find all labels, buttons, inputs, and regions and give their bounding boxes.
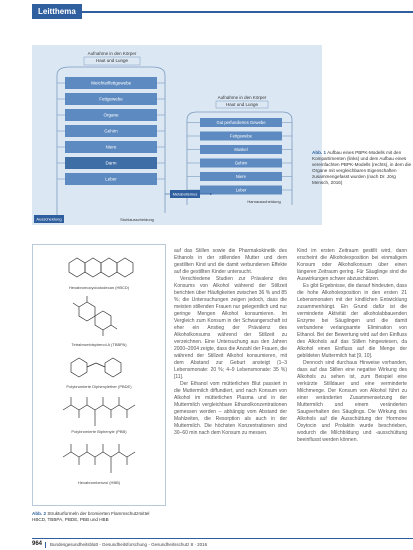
right-layer-label: Muskel <box>234 147 248 152</box>
compound-label-2: Tetrabrombisphenol A (TBBPA) <box>71 342 127 347</box>
figure-2-caption <box>32 511 164 523</box>
figure-1-caption <box>312 150 412 186</box>
right-layer-label: Fettgewebe <box>230 133 252 139</box>
paragraph: Kind im ersten Zeitraum gestillt wird, dann erscheint die Alkoholexposition bei einmaligem Konsum oder Alkoholkonsum über einen längeren Zeitraum gering. Für Säuglinge sind die Auswirkungen schwer abzuschätzen. <box>297 248 407 282</box>
left-layer-label: Fettgewebe <box>99 96 123 102</box>
right-layer-label: Gut perfundiertes Gewebe <box>216 120 266 125</box>
compound-label-5: Hexabrombenzol (HBB) <box>77 480 121 485</box>
paragraph: Dennoch sind durchaus Hinweise vorhanden, dass auf das Stillen eine negative Wirkung des Alkohols zu sehen ist, zum Beispiel eine verkürzte Stilldauer und eine verminderte Milchmenge. Der Konsum von Alkohol führt zu einer veränderten Zusammensetzung der Muttermilch und einem veränderten Saugverhalten des Säuglings. Die Wirkung des Alkohols auf die Ausschüttung der Hormone Oxytocin und Prolaktin wurde beschrieben, wodurch die Milchbildung und -ausschüttung beeinflusst werden können. <box>297 360 407 443</box>
paragraph: Es gibt Ergebnisse, die darauf hindeuten, dass die hohe Alkoholexposition in den ersten 21 Lebensmonaten mit der kindlichen Entwicklung zusammenhängt. Ein Grund dafür ist die verminderte Aktivität der alkoholabbauenden Enzyme bei Säuglingen und die damit verbundene verlangsamte Elimination von Ethanol. Bei der Bewertung wird auf den Einfluss des Alkohols auf das Stillen hingewiesen, da Alkohol einen Einfluss auf die Menge der gebildeten Muttermilch hat [9, 10]. <box>297 283 407 359</box>
urine-label: Harnausscheidung <box>247 199 281 204</box>
paragraph: auf das Stillen sowie die Pharmakokinetik des Ethanols in der stillenden Mutter und dem gestillten Kind und die damit verbundenen Effekte auf die gestillten Kinder untersucht. <box>174 248 287 275</box>
right-title-1: Aufnahme in den Körper <box>217 95 267 100</box>
compound-label-4: Polybromierte Biphenyle (PBB) <box>71 429 127 434</box>
left-layer-label: Niere <box>105 144 117 150</box>
section-tag: Leitthema <box>32 4 82 19</box>
right-layer-label: Leber <box>235 187 247 193</box>
left-layer-label: Darm <box>105 160 117 166</box>
caption-1-prefix: Abb. 1 <box>312 150 327 155</box>
right-layers <box>187 118 292 195</box>
compound-label-3: Polybromierte Diphenylether (PBDE) <box>66 384 132 389</box>
feces-label: Stuhlausscheidung <box>120 217 154 222</box>
figure-1-diagram <box>32 45 322 225</box>
compound-label-1: Hexabromocyclododecan (HBCD) <box>68 285 130 290</box>
body-column-1 <box>174 248 287 437</box>
left-layers <box>57 77 165 185</box>
figure-2-structures <box>33 245 165 505</box>
left-title-1: Aufnahme in den Körper <box>87 51 137 56</box>
footer-divider <box>45 542 46 548</box>
paragraph: Der Ethanol vom mütterlichen Blut passiert in die Muttermilch diffundiert, und nach Konsum von Alkohol im mütterlichen Plasma und in der Muttermilch vergleichbare Ethanolkonzentrationen gemessen werden – abhängig vom Abstand der Mahlzeiten, die Resorption als auch in der Muttermilch. Die höchsten Konzentrationen sind 30–60 min nach dem Konsum zu messen. <box>174 381 287 436</box>
footer-rule <box>32 538 413 539</box>
caption-2-prefix: Abb. 2 <box>32 511 47 516</box>
right-layer-label: Niere <box>235 174 247 179</box>
paragraph: Verschiedene Studien zur Prävalenz des Konsums von Alkohol während der Stillzeit berichten über Häufigkeiten zwischen 36 % und 85 %; die Untersuchungen zeigen jedoch, dass die meisten stillenden Frauen nur gelegentlich und nur geringe Mengen Alkohol konsumieren. Im Vergleich zum Konsum in der Schwangerschaft ist eher ein Anstieg der Prävalenz des Alkoholkonsums während der Stillzeit zu verzeichnen. Eine Untersuchung aus den Jahren 2000–2004 zeigte, dass die Anzahl der Frauen, die während der Stillzeit Alkohol konsumieren, mit dem Abstand zur Geburt ansteigt (1–3 Lebensmonate: 20 %; 4–9 Lebensmonate: 35 %) [11]. <box>174 276 287 380</box>
caption-2-text: Strukturformeln der bromierten Flammschutzmittel HBCD, TBBPA, PBDE, PBB und HBB <box>32 511 150 522</box>
left-layer-label: Gehirn <box>104 128 118 134</box>
body-column-2 <box>297 248 407 444</box>
left-title-2: Haut und Lunge <box>95 58 129 63</box>
metabolism-label: Metabolismus <box>172 191 198 197</box>
excretion-label: Ausscheidung <box>36 216 62 222</box>
left-layer-label: Leber <box>105 176 117 182</box>
left-layer-label: Weichteilfettgewebe <box>90 80 132 86</box>
page-number: 964 <box>32 541 43 547</box>
figure-2-panel <box>32 244 166 506</box>
caption-1-text: Aufbau eines PBPK-Modells mit den Kompartimenten (links) und dem Aufbau eines vereinfachten PBPK-Modells (rechts), in dem die Organe mit vergleichbaren Eigenschaften zusammengefasst wurden (nach Dr. Jörg Mensch, 2016) <box>312 150 412 185</box>
journal-name: Bundesgesundheitsblatt - Gesundheitsforschung - Gesundheitsschutz 8 · 2016 <box>50 542 208 547</box>
header-rule <box>32 11 413 13</box>
right-layer-label: Gehirn <box>234 160 248 166</box>
header <box>0 0 413 22</box>
right-title-2: Haut und Lunge <box>225 102 259 107</box>
left-layer-label: Organe <box>103 112 119 118</box>
